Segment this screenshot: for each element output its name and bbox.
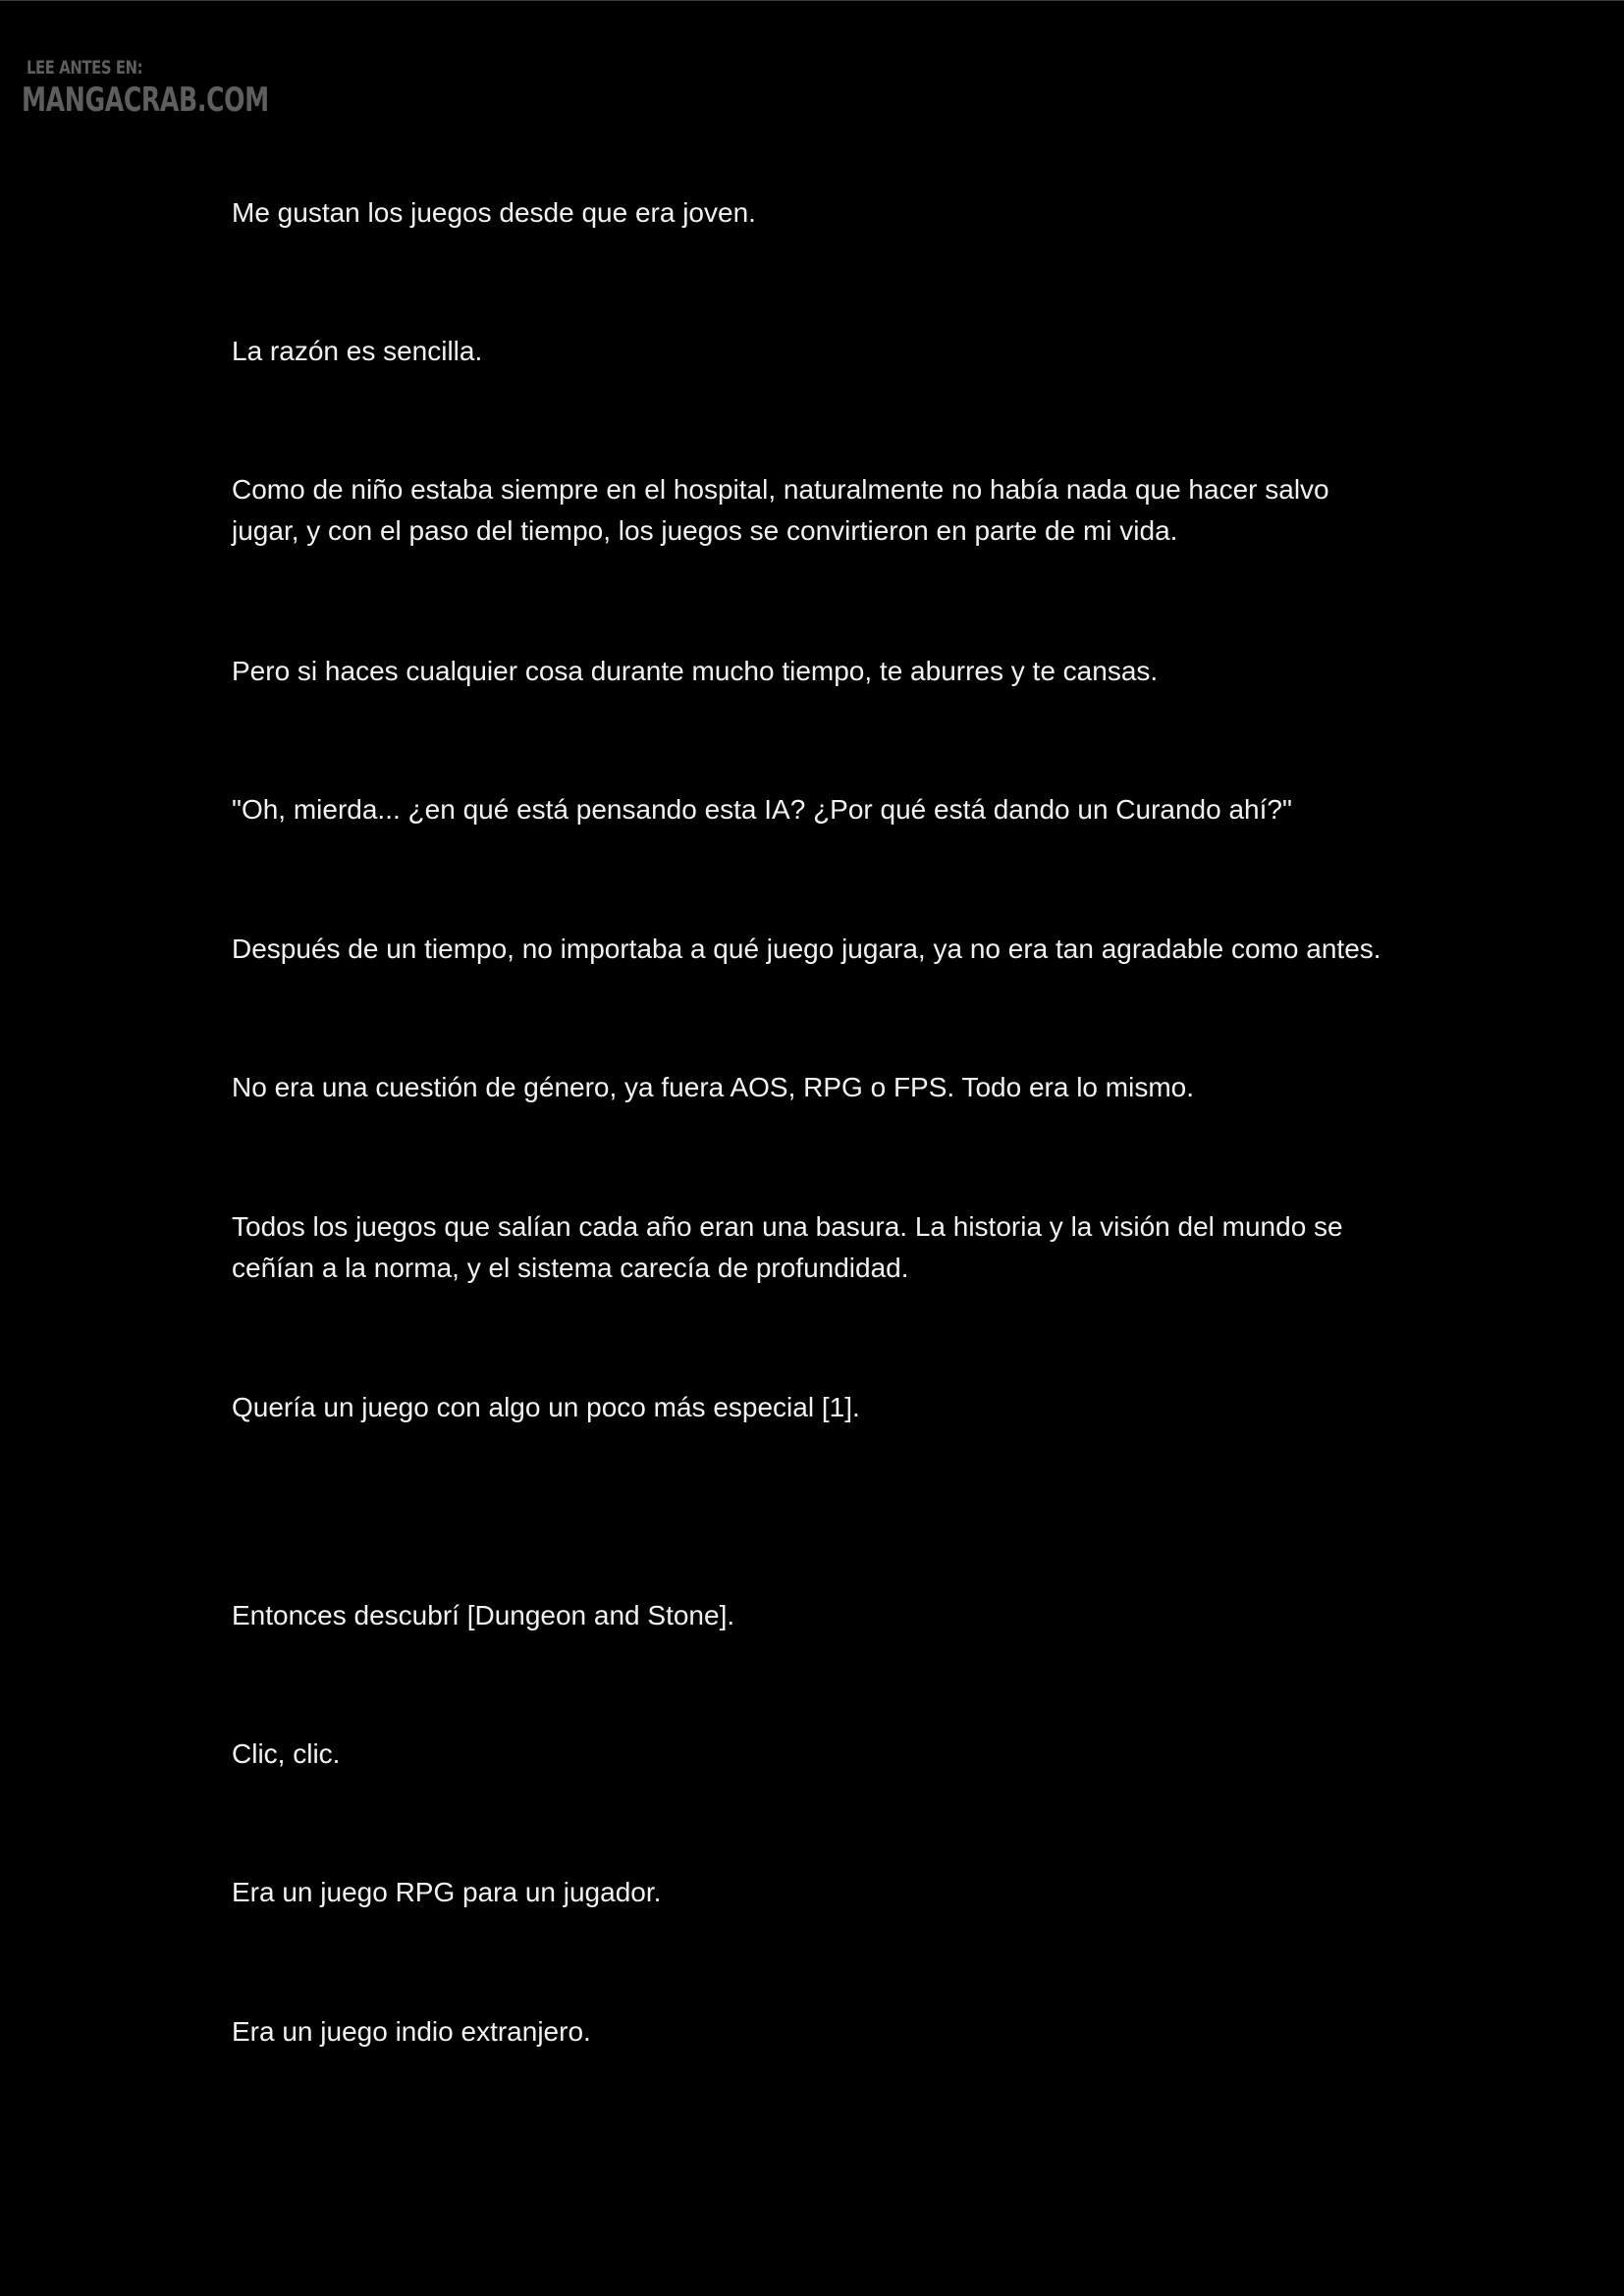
watermark-label: LEE ANTES EN: — [27, 57, 143, 79]
paragraph-8: Todos los juegos que salían cada año eran una basura. La historia y la visión del mundo se ceñían a la norma, y el sistema carecía de profundidad. — [232, 1211, 1343, 1283]
paragraph-12: Era un juego RPG para un jugador. — [232, 1877, 662, 1907]
paragraph-7: No era una cuestión de género, ya fuera AOS, RPG o FPS. Todo era lo mismo. — [232, 1072, 1194, 1102]
paragraph-4: Pero si haces cualquier cosa durante mucho tiempo, te aburres y te cansas. — [232, 656, 1159, 686]
paragraph-3: Como de niño estaba siempre en el hospital, naturalmente no había nada que hacer salvo jugar, y con el paso del tiempo, los juegos se convirtieron en parte de mi vida. — [232, 474, 1329, 546]
paragraph-9: Quería un juego con algo un poco más especial [1]. — [232, 1392, 860, 1422]
watermark-site: MANGACRAB.COM — [22, 80, 269, 120]
paragraph-11: Clic, clic. — [232, 1738, 341, 1769]
paragraph-10: Entonces descubrí [Dungeon and Stone]. — [232, 1600, 735, 1630]
top-border-line — [0, 0, 1624, 1]
paragraph-6: Después de un tiempo, no importaba a qué juego jugara, ya no era tan agradable como antes. — [232, 934, 1381, 964]
paragraph-1: Me gustan los juegos desde que era joven. — [232, 197, 756, 228]
paragraph-5: "Oh, mierda... ¿en qué está pensando esta IA? ¿Por qué está dando un Curando ahí?" — [232, 794, 1292, 825]
watermark — [22, 57, 355, 120]
paragraph-2: La razón es sencilla. — [232, 336, 483, 366]
paragraph-13: Era un juego indio extranjero. — [232, 2016, 591, 2047]
